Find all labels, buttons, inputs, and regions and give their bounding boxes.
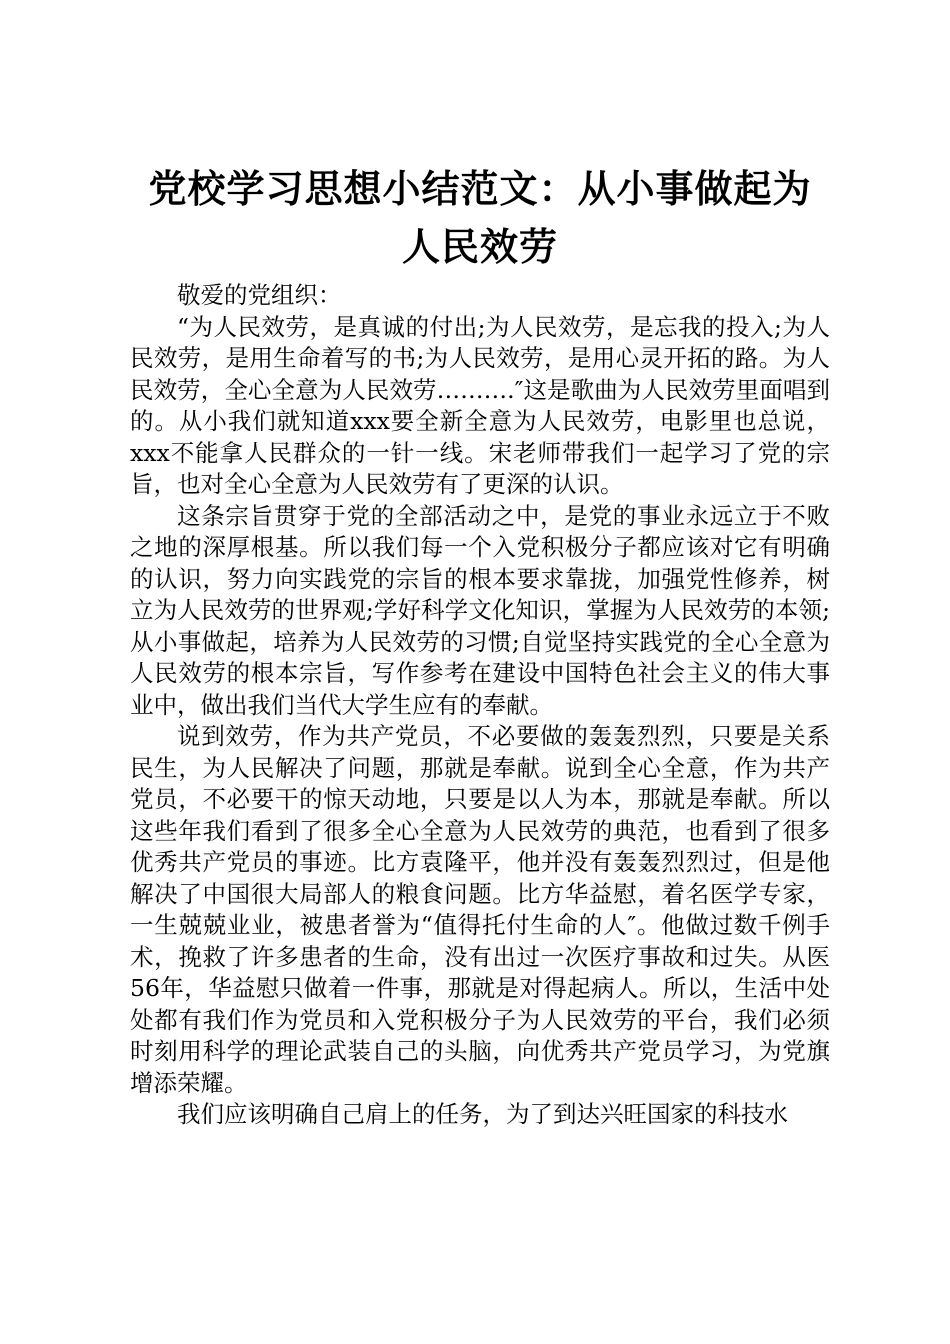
paragraph-1: “为人民效劳，是真诚的付出;为人民效劳，是忘我的投入;为人民效劳，是用生命着写的书;为人民效劳，是用心灵开拓的路。为人民效劳，全心全意为人民效劳……….″这是歌曲为人民效劳里面唱到的。从小我们就知道xxx要全新全意为人民效劳，电影里也总说，xxx不能拿人民群众的一针一线。宋老师带我们一起学习了党的宗旨，也对全心全意为人民效劳有了更深的认识。 — [130, 312, 830, 498]
paragraph-2: 这条宗旨贯穿于党的全部活动之中，是党的事业永远立于不败之地的深厚根基。所以我们每一个入党积极分子都应该对它有明确的认识，努力向实践党的宗旨的根本要求靠拢，加强党性修养，树立为人民效劳的世界观;学好科学文化知识，掌握为人民效劳的本领;从小事做起，培养为人民效劳的习惯;自觉坚持实践党的全心全意为人民效劳的根本宗旨，写作参考在建设中国特色社会主义的伟大事业中，做出我们当代大学生应有的奉献。 — [130, 501, 830, 719]
document-title: 党校学习思想小结范文：从小事做起为人民效劳 — [148, 166, 812, 269]
salutation: 敬爱的党组织： — [177, 281, 342, 309]
paragraph-4: 我们应该明确自己肩上的任务，为了到达兴旺国家的科技水 — [177, 1100, 788, 1128]
document-page — [130, 160, 830, 1131]
paragraph-3: 说到效劳，作为共产党员，不必要做的轰轰烈烈，只要是关系民生，为人民解决了问题，那就是奉献。说到全心全意，作为共产党员，不必要干的惊天动地，只要是以人为本，那就是奉献。所以这些年我们看到了很多全心全意为人民效劳的典范，也看到了很多优秀共产党员的事迹。比方袁隆平，他并没有轰轰烈烈过，但是他解决了中国很大局部人的粮食问题。比方华益慰，着名医学专家，一生兢兢业业，被患者誉为“值得托付生命的人″。他做过数千例手术，挽救了许多患者的生命，没有出过一次医疗事故和过失。从医56年，华益慰只做着一件事，那就是对得起病人。所以，生活中处处都有我们作为党员和入党积极分子为人民效劳的平台，我们必须时刻用科学的理论武装自己的头脑，向优秀共产党员学习，为党旗增添荣耀。 — [130, 722, 830, 1097]
